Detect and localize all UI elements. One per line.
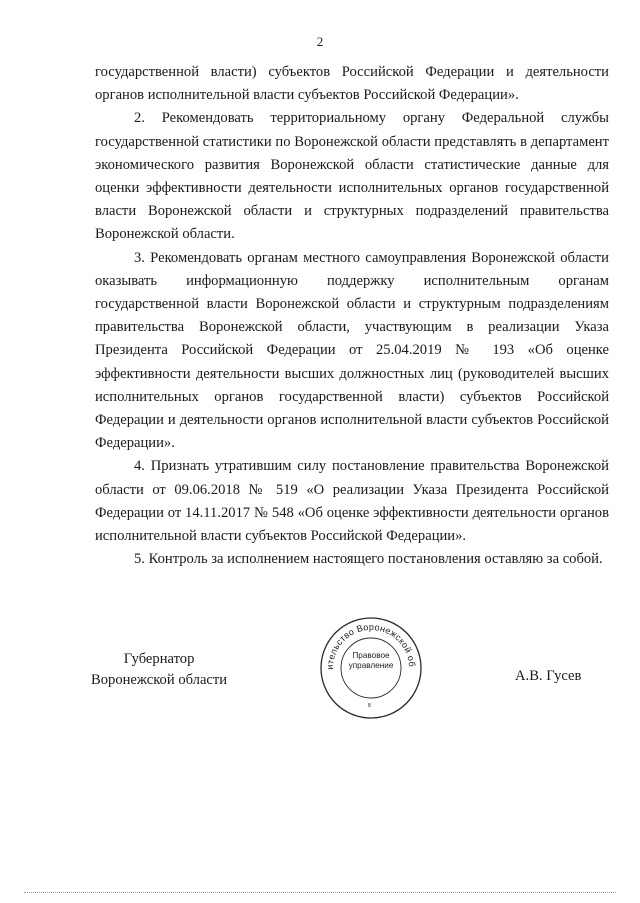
signatory-title-line-2: Воронежской области [91,672,228,688]
stamp-center-text [342,651,400,671]
stamp-center-line-2: управление [348,661,394,670]
paragraph-4: 4. Признать утратившим силу постановление правительства Воронежской области от 09.06.2018 № 519 «О реализации Указа Президента Российской Федерации от 14.11.2017 № 548 «Об оценке эффективности деятельности органов исполнительной власти субъектов Российской Федерации». [95,458,609,545]
paragraph-2: 2. Рекомендовать территориальному органу Федеральной службы государственной статистики по Воронежской области представлять в департамент экономического развития Воронежской области статистические данные для оценки эффективности деятельности исполнительных органов государственной власти Воронежской области и структурных подразделений правительства Воронежской области. [95,110,609,243]
page-number: 2 [316,34,324,49]
stamp-center-line-1: Правовое [352,651,390,660]
paragraph-3: 3. Рекомендовать органам местного самоуправления Воронежской области оказывать информационную поддержку исполнительным органам государственной власти Воронежской области и структурным подразделениям правительства Воронежской области, участвующим в реализации Указа Президента Российской Федерации от 25.04.2019 № 193 «Об оценке эффективности деятельности высших должностных лиц (руководителей высших исполнительных органов государственной власти) субъектов Российской Федерации и деятельности органов исполнительной власти субъектов Российской Федерации». [95,249,609,452]
signatory-title [91,649,227,691]
signatory-title-line-1: Губернатор [123,651,195,667]
official-stamp [318,615,424,721]
stamp-number: 8 [368,703,371,709]
bottom-divider [24,892,616,893]
stamp-ring-text: ительство Воронежской об [324,621,418,670]
paragraph-5: 5. Контроль за исполнением настоящего постановления оставляю за собой. [134,551,603,568]
signatory-name: А.В. Гусев [515,668,582,684]
paragraph-continuation: государственной власти) субъектов Российской Федерации и деятельности органов исполнительной власти субъектов Российской Федерации». [95,64,609,104]
signature-block [0,621,640,725]
document-body [95,61,609,571]
